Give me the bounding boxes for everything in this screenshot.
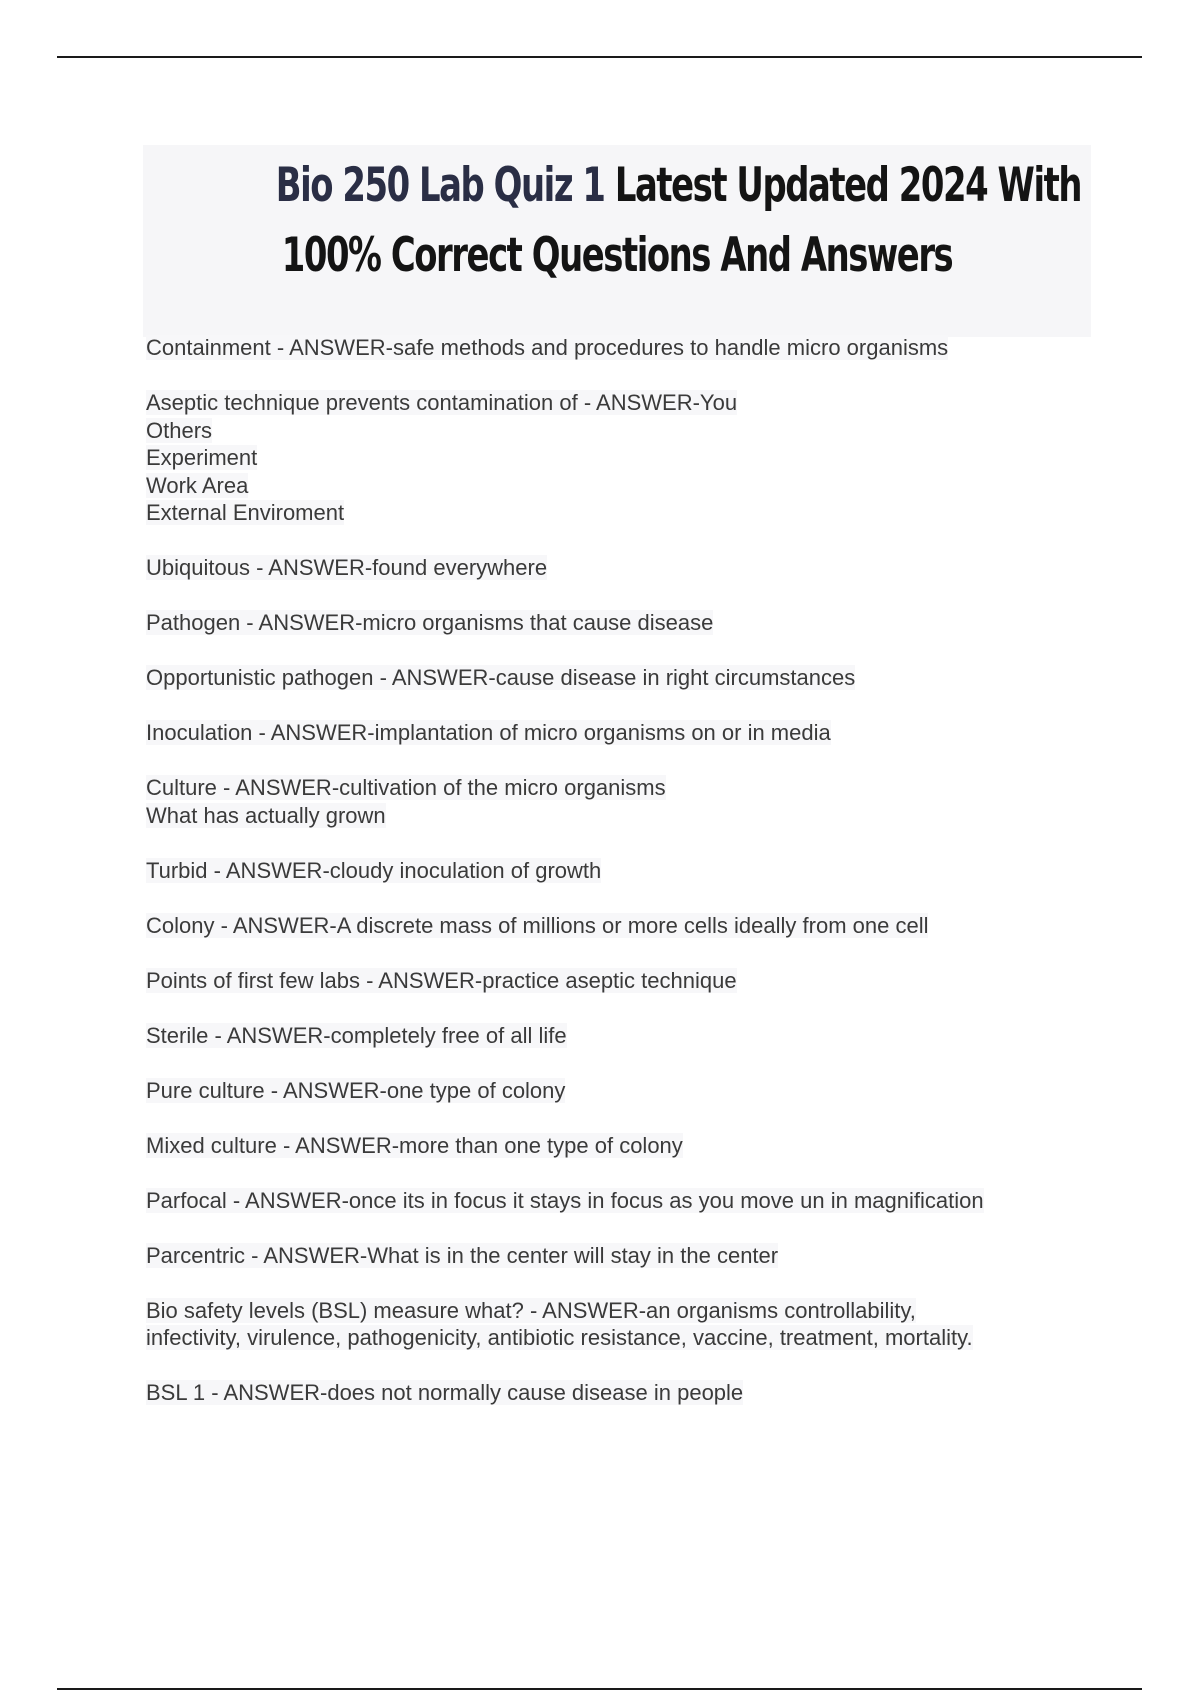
qa-entry-line bbox=[146, 334, 1106, 362]
qa-entry-text: Parcentric - ANSWER-What is in the center will stay in the center bbox=[146, 1242, 779, 1268]
qa-entry-line bbox=[146, 664, 1106, 692]
qa-entry bbox=[146, 1242, 1106, 1270]
qa-entry-text: Points of first few labs - ANSWER-practice aseptic technique bbox=[146, 967, 737, 993]
qa-entry-text: Mixed culture - ANSWER-more than one type of colony bbox=[146, 1132, 683, 1158]
document-title-line-1 bbox=[275, 151, 1081, 221]
title-lead: Bio 250 Lab Quiz 1 bbox=[275, 158, 605, 213]
qa-entry bbox=[146, 1022, 1106, 1050]
qa-entry-text: Ubiquitous - ANSWER-found everywhere bbox=[146, 555, 548, 580]
qa-entry-line bbox=[146, 444, 1106, 472]
qa-entry-text: infectivity, virulence, pathogenicity, antibiotic resistance, vaccine, treatment, mortality. bbox=[146, 1325, 973, 1350]
qa-entry-line bbox=[146, 554, 1106, 582]
footer-rule bbox=[57, 1688, 1142, 1690]
qa-entry-text: Aseptic technique prevents contamination of - ANSWER-You bbox=[146, 390, 738, 415]
title-block bbox=[143, 145, 1091, 337]
qa-entry-text: Work Area bbox=[146, 472, 249, 498]
qa-entry bbox=[146, 1187, 1106, 1215]
qa-entry-line bbox=[146, 1324, 1106, 1352]
qa-entry bbox=[146, 554, 1106, 582]
qa-entry bbox=[146, 389, 1106, 527]
qa-entry bbox=[146, 334, 1106, 362]
qa-entry-line bbox=[146, 774, 1106, 802]
qa-entry bbox=[146, 857, 1106, 885]
qa-entry-text: Experiment bbox=[146, 445, 258, 470]
document-title-line-2: 100% Correct Questions And Answers bbox=[281, 228, 953, 283]
qa-entry-line bbox=[146, 1022, 1106, 1050]
qa-entry-line bbox=[146, 802, 1106, 830]
qa-entry bbox=[146, 967, 1106, 995]
qa-entry-line bbox=[146, 1297, 1106, 1325]
qa-entry-text: Containment - ANSWER-safe methods and procedures to handle micro organisms bbox=[146, 335, 949, 360]
qa-entry bbox=[146, 719, 1106, 747]
qa-entry-text: Culture - ANSWER-cultivation of the micro organisms bbox=[146, 775, 666, 800]
qa-entry-text: Parfocal - ANSWER-once its in focus it stays in focus as you move un in magnification bbox=[146, 1187, 984, 1213]
qa-entry-line bbox=[146, 1132, 1106, 1160]
qa-entry bbox=[146, 1379, 1106, 1407]
qa-entry-text: What has actually grown bbox=[146, 802, 386, 828]
qa-entry-line bbox=[146, 1242, 1106, 1270]
qa-entry bbox=[146, 609, 1106, 637]
title-rest: Latest Updated 2024 With bbox=[604, 158, 1081, 213]
qa-entry-line bbox=[146, 417, 1106, 445]
qa-entry-line bbox=[146, 472, 1106, 500]
qa-entry-text: Colony - ANSWER-A discrete mass of millions or more cells ideally from one cell bbox=[146, 912, 929, 938]
qa-entry-line bbox=[146, 1379, 1106, 1407]
header-rule bbox=[57, 56, 1142, 58]
qa-entry bbox=[146, 774, 1106, 829]
qa-entry bbox=[146, 664, 1106, 692]
qa-entry-line bbox=[146, 499, 1106, 527]
qa-entry-line bbox=[146, 389, 1106, 417]
qa-entry-text: Bio safety levels (BSL) measure what? - ANSWER-an organisms controllability, bbox=[146, 1297, 916, 1323]
qa-entry bbox=[146, 1297, 1106, 1352]
qa-entry-text: BSL 1 - ANSWER-does not normally cause disease in people bbox=[146, 1380, 744, 1405]
qa-entry-line bbox=[146, 857, 1106, 885]
qa-entry-line bbox=[146, 609, 1106, 637]
qa-entry-text: External Enviroment bbox=[146, 500, 345, 525]
qa-entry-text: Pure culture - ANSWER-one type of colony bbox=[146, 1077, 566, 1103]
qa-entry-line bbox=[146, 1077, 1106, 1105]
qa-entry-text: Others bbox=[146, 417, 213, 443]
qa-entry bbox=[146, 912, 1106, 940]
qa-entry-line bbox=[146, 967, 1106, 995]
qa-entry bbox=[146, 1132, 1106, 1160]
qa-entry-line bbox=[146, 912, 1106, 940]
qa-entry-text: Pathogen - ANSWER-micro organisms that cause disease bbox=[146, 610, 714, 635]
qa-list bbox=[146, 334, 1106, 1434]
qa-entry-text: Sterile - ANSWER-completely free of all life bbox=[146, 1022, 567, 1048]
qa-entry-line bbox=[146, 719, 1106, 747]
qa-entry-text: Turbid - ANSWER-cloudy inoculation of growth bbox=[146, 857, 602, 883]
qa-entry-text: Inoculation - ANSWER-implantation of micro organisms on or in media bbox=[146, 720, 831, 745]
qa-entry-line bbox=[146, 1187, 1106, 1215]
qa-entry-text: Opportunistic pathogen - ANSWER-cause disease in right circumstances bbox=[146, 665, 856, 690]
qa-entry bbox=[146, 1077, 1106, 1105]
